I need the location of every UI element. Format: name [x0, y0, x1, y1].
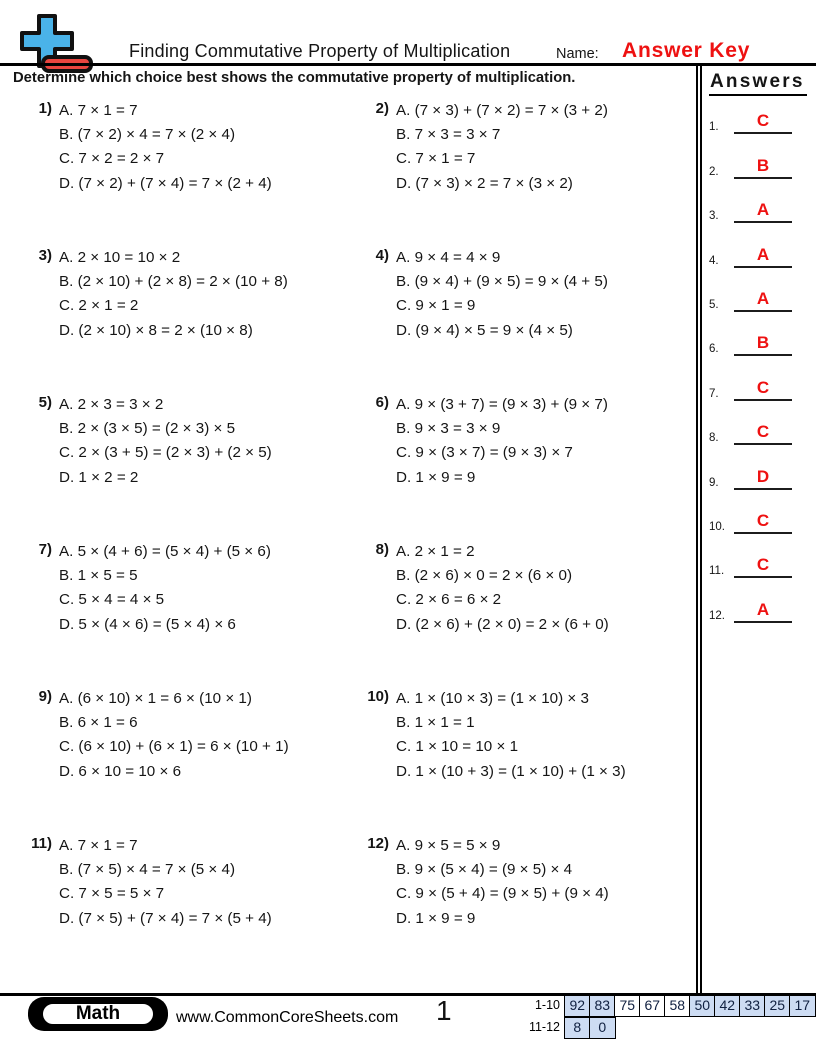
answer-letter: B — [756, 333, 770, 353]
answer-number: 2. — [709, 165, 719, 178]
answer-letter: A — [756, 200, 770, 220]
score-row — [528, 995, 816, 1017]
choice-line: D. (7 × 2) + (7 × 4) = 7 × (2 + 4) — [59, 174, 272, 192]
choice-line: B. (2 × 10) + (2 × 8) = 2 × (10 + 8) — [59, 273, 288, 291]
choice-line: B. 6 × 1 = 6 — [59, 714, 138, 732]
score-cell: 75 — [614, 995, 641, 1017]
question-number: 11) — [31, 835, 52, 852]
answer-item — [709, 312, 816, 356]
score-cell: 83 — [589, 995, 616, 1017]
answer-number: 8. — [709, 432, 719, 445]
choice-line: B. (7 × 2) × 4 = 7 × (2 × 4) — [59, 126, 236, 144]
question-number: 8) — [375, 541, 389, 558]
choices — [59, 393, 272, 490]
answer-letter: C — [756, 422, 770, 442]
answer-letter: A — [756, 244, 770, 264]
question-number: 10) — [367, 688, 389, 705]
score-cell: 92 — [564, 995, 591, 1017]
choice-line: C. 7 × 5 = 5 × 7 — [59, 885, 165, 903]
choice-line: A. 9 × 4 = 4 × 9 — [396, 249, 501, 266]
question-number: 5) — [38, 394, 52, 411]
choice-line: D. 1 × 2 = 2 — [59, 468, 139, 486]
answers-panel — [696, 66, 816, 993]
answer-item — [709, 578, 816, 622]
math-badge-label: Math — [40, 1001, 156, 1027]
choice-line: A. (7 × 3) + (7 × 2) = 7 × (3 + 2) — [396, 102, 608, 119]
instruction-text: Determine which choice best shows the commutative property of multiplication. — [13, 70, 576, 86]
choice-line: B. 9 × 3 = 3 × 9 — [396, 420, 501, 438]
answer-item — [709, 134, 816, 178]
answer-number: 11. — [709, 565, 725, 578]
choice-line: D. 1 × (10 + 3) = (1 × 10) + (1 × 3) — [396, 762, 626, 780]
score-cell: 25 — [764, 995, 791, 1017]
question-number: 1) — [38, 100, 52, 117]
answer-item — [709, 179, 816, 223]
page-number: 1 — [436, 995, 452, 1026]
answers-list — [709, 90, 816, 623]
choices — [59, 834, 272, 931]
score-cell: 0 — [589, 1017, 616, 1039]
name-label: Name: — [556, 46, 599, 62]
choice-line: C. 9 × 1 = 9 — [396, 297, 476, 315]
choice-line: B. (9 × 4) + (9 × 5) = 9 × (4 + 5) — [396, 273, 608, 291]
choice-line: C. 2 × 1 = 2 — [59, 297, 139, 315]
answer-letter: C — [756, 377, 770, 397]
question-card — [26, 540, 363, 687]
answer-number: 5. — [709, 298, 719, 311]
answer-blank-line — [734, 333, 792, 356]
answer-blank-line — [734, 555, 792, 578]
answer-item — [709, 534, 816, 578]
choices — [396, 687, 626, 784]
choice-line: A. 5 × (4 + 6) = (5 × 4) + (5 × 6) — [59, 543, 271, 560]
question-number: 3) — [38, 247, 52, 264]
answer-number: 1. — [709, 121, 719, 134]
choice-line: B. 1 × 1 = 1 — [396, 714, 475, 732]
answer-item — [709, 445, 816, 489]
score-table — [528, 995, 816, 1039]
choice-line: C. 1 × 10 = 10 × 1 — [396, 738, 519, 756]
score-cell: 17 — [789, 995, 816, 1017]
choices — [396, 99, 608, 196]
answer-blank-line — [734, 467, 792, 490]
choice-line: B. 2 × (3 × 5) = (2 × 3) × 5 — [59, 420, 236, 438]
choice-line: A. 2 × 1 = 2 — [396, 543, 475, 560]
choice-line: C. 9 × (5 + 4) = (9 × 5) + (9 × 4) — [396, 885, 609, 903]
question-number: 4) — [375, 247, 389, 264]
score-row-label: 11-12 — [528, 1020, 560, 1034]
choice-line: D. (9 × 4) × 5 = 9 × (4 × 5) — [396, 321, 573, 339]
answer-blank-line — [734, 511, 792, 534]
answer-blank-line — [734, 111, 792, 134]
answer-blank-line — [734, 378, 792, 401]
answer-letter: C — [756, 510, 770, 530]
score-cell: 67 — [639, 995, 666, 1017]
choice-line: A. 1 × (10 × 3) = (1 × 10) × 3 — [396, 690, 589, 707]
answer-number: 7. — [709, 387, 719, 400]
choice-line: C. 5 × 4 = 4 × 5 — [59, 591, 165, 609]
question-number: 12) — [367, 835, 389, 852]
answer-number: 3. — [709, 210, 719, 223]
question-card — [26, 393, 363, 540]
answer-blank-line — [734, 289, 792, 312]
answer-number: 6. — [709, 343, 719, 356]
choice-line: A. (6 × 10) × 1 = 6 × (10 × 1) — [59, 690, 252, 707]
choices — [396, 393, 608, 490]
header-divider — [0, 63, 816, 66]
choice-line: A. 7 × 1 = 7 — [59, 837, 138, 854]
score-cell: 50 — [689, 995, 716, 1017]
question-card — [26, 99, 363, 246]
choice-line: D. (2 × 10) × 8 = 2 × (10 × 8) — [59, 321, 253, 339]
question-number: 9) — [38, 688, 52, 705]
choice-line: A. 2 × 10 = 10 × 2 — [59, 249, 181, 266]
question-card — [26, 834, 363, 981]
score-cell: 42 — [714, 995, 741, 1017]
choices — [396, 540, 609, 637]
answer-letter: A — [756, 599, 770, 619]
choice-line: B. 1 × 5 = 5 — [59, 567, 138, 585]
choices — [396, 246, 608, 343]
question-card — [363, 834, 696, 981]
choices — [59, 540, 271, 637]
answer-number: 10. — [709, 520, 725, 533]
question-card — [363, 246, 696, 393]
answer-number: 4. — [709, 254, 719, 267]
choice-line: C. 7 × 2 = 2 × 7 — [59, 150, 165, 168]
question-card — [363, 393, 696, 540]
answer-letter: C — [756, 555, 770, 575]
answer-letter: C — [756, 111, 770, 131]
score-cell: 58 — [664, 995, 691, 1017]
answer-letter: D — [756, 466, 770, 486]
question-card — [363, 540, 696, 687]
choice-line: A. 9 × (3 + 7) = (9 × 3) + (9 × 7) — [396, 396, 608, 413]
question-number: 6) — [375, 394, 389, 411]
answer-letter: A — [756, 288, 770, 308]
choice-line: D. (7 × 3) × 2 = 7 × (3 × 2) — [396, 174, 573, 192]
choice-line: A. 7 × 1 = 7 — [59, 102, 138, 119]
choice-line: C. 7 × 1 = 7 — [396, 150, 476, 168]
choice-line: D. 1 × 9 = 9 — [396, 909, 476, 927]
score-row-label: 1-10 — [534, 998, 560, 1012]
answer-blank-line — [734, 245, 792, 268]
answer-number: 9. — [709, 476, 719, 489]
score-cells — [564, 995, 816, 1017]
answer-number: 12. — [709, 609, 725, 622]
choice-line: A. 9 × 5 = 5 × 9 — [396, 837, 501, 854]
choice-line: C. 2 × 6 = 6 × 2 — [396, 591, 502, 609]
score-cell: 33 — [739, 995, 766, 1017]
answer-item — [709, 223, 816, 267]
answer-item — [709, 490, 816, 534]
question-card — [26, 246, 363, 393]
choices — [59, 687, 289, 784]
score-row — [528, 1017, 816, 1039]
math-badge — [28, 997, 168, 1031]
choice-line: D. 5 × (4 × 6) = (5 × 4) × 6 — [59, 615, 236, 633]
choice-line: D. (2 × 6) + (2 × 0) = 2 × (6 + 0) — [396, 615, 609, 633]
answer-blank-line — [734, 600, 792, 623]
choice-line: B. (2 × 6) × 0 = 2 × (6 × 0) — [396, 567, 573, 585]
answer-item — [709, 356, 816, 400]
answers-title: Answers — [709, 71, 807, 96]
choice-line: C. (6 × 10) + (6 × 1) = 6 × (10 + 1) — [59, 738, 289, 756]
choice-line: C. 2 × (3 + 5) = (2 × 3) + (2 × 5) — [59, 444, 272, 462]
choice-line: B. (7 × 5) × 4 = 7 × (5 × 4) — [59, 861, 236, 879]
choice-line: C. 9 × (3 × 7) = (9 × 3) × 7 — [396, 444, 573, 462]
choice-line: A. 2 × 3 = 3 × 2 — [59, 396, 164, 413]
choice-line: D. 1 × 9 = 9 — [396, 468, 476, 486]
choice-line: B. 9 × (5 × 4) = (9 × 5) × 4 — [396, 861, 573, 879]
name-value: Answer Key — [622, 39, 751, 62]
question-card — [363, 99, 696, 246]
choice-line: B. 7 × 3 = 3 × 7 — [396, 126, 501, 144]
answer-item — [709, 401, 816, 445]
question-number: 2) — [375, 100, 389, 117]
score-cells — [564, 1017, 616, 1039]
question-number: 7) — [38, 541, 52, 558]
question-card — [363, 687, 696, 834]
choices — [396, 834, 609, 931]
answer-letter: B — [756, 155, 770, 175]
site-url: www.CommonCoreSheets.com — [176, 1009, 399, 1026]
questions-grid — [26, 99, 696, 981]
answer-item — [709, 268, 816, 312]
answer-item — [709, 90, 816, 134]
choice-line: D. (7 × 5) + (7 × 4) = 7 × (5 + 4) — [59, 909, 272, 927]
choices — [59, 246, 288, 343]
page-title: Finding Commutative Property of Multiplication — [129, 41, 511, 61]
choice-line: D. 6 × 10 = 10 × 6 — [59, 762, 182, 780]
choices — [59, 99, 272, 196]
score-cell: 8 — [564, 1017, 591, 1039]
question-card — [26, 687, 363, 834]
answer-blank-line — [734, 422, 792, 445]
answer-blank-line — [734, 156, 792, 179]
answer-blank-line — [734, 200, 792, 223]
